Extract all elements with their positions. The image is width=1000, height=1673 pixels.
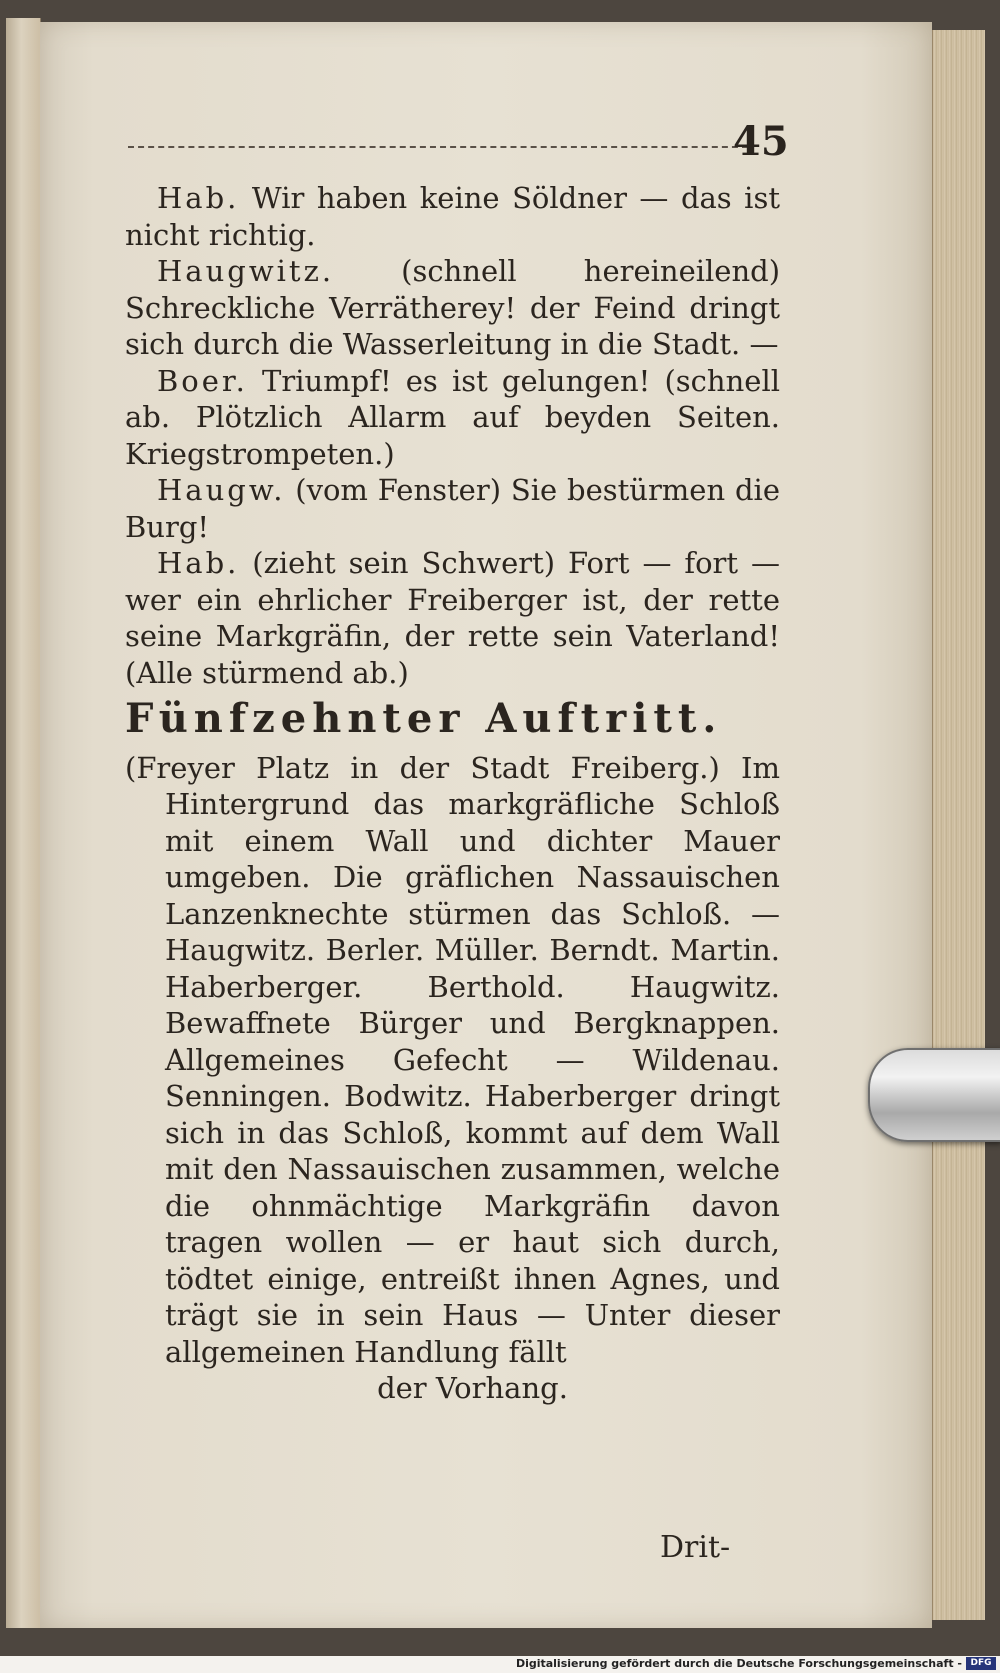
dialogue-text: (schnell hereineilend) Schreckliche Verrätherey! der Feind dringt sich durch die Wasserleitung in die Stadt. — [125, 254, 781, 361]
page-number: 45 [733, 118, 789, 165]
scene-heading: Fünfzehnter Auftritt. [125, 695, 723, 742]
footer-credit: Digitalisierung gefördert durch die Deutsche Forschungsgemeinschaft - [515, 1657, 962, 1670]
dialogue-paragraph [125, 253, 780, 363]
speaker-name: Boer. [157, 363, 248, 398]
speaker-name: Haugw. [157, 473, 286, 507]
closing-line: der Vorhang. [377, 1371, 568, 1405]
text-block [125, 180, 780, 1407]
dialogue-paragraph [125, 545, 780, 691]
dialogue-text: (vom Fenster) Sie bestürmen die Burg! [125, 473, 780, 544]
speaker-name: Haugwitz. [157, 254, 335, 288]
speaker-name: Hab. [157, 181, 240, 215]
dfg-logo: DFG [966, 1657, 996, 1670]
metal-clip [868, 1048, 1000, 1142]
dialogue-paragraph [125, 363, 780, 473]
dialogue-text: Triumpf! es ist gelungen! (schnell ab. Plötzlich Allarm auf beyden Seiten. Kriegstrompeten.) [125, 363, 780, 471]
header-rule [128, 146, 748, 148]
dialogue-paragraph [125, 180, 780, 253]
stage-direction: (Freyer Platz in der Stadt Freiberg.) Im Hintergrund das markgräfliche Schloß mit einem Wall und dichter Mauer umgeben. Die gräflichen Nassauischen Lanzenknechte stürmen das Schloß. — Haugwitz. Berler. Müller. Berndt. Martin. Haberberger. Berthold. Haugwitz. Bewaffnete Bürger und Bergknappen. Allgemeines Gefecht — Wildenau. Senningen. Bodwitz. Haberberger dringt sich in das Schloß, kommt auf dem Wall mit den Nassauischen zusammen, welche die ohnmächtige Markgräfin davon tragen wollen — er haut sich durch, tödtet einige, entreißt ihnen Agnes, und trägt sie in sein Haus — Unter dieser allgemeinen Handlung fällt [125, 750, 780, 1369]
dialogue-paragraph [125, 472, 780, 545]
footer-bar [0, 1656, 1000, 1673]
catchword: Drit- [660, 1530, 731, 1565]
dialogue-text: Wir haben keine Söldner — das ist nicht richtig. [125, 181, 780, 252]
dialogue-text: (zieht sein Schwert) Fort — fort — wer ein ehrlicher Freiberger ist, der rette seine Markgräfin, der rette sein Vaterland! (Alle stürmend ab.) [125, 546, 780, 690]
page-stack-edge [932, 30, 985, 1620]
previous-page-edge [6, 18, 41, 1628]
speaker-name: Hab. [157, 546, 240, 580]
